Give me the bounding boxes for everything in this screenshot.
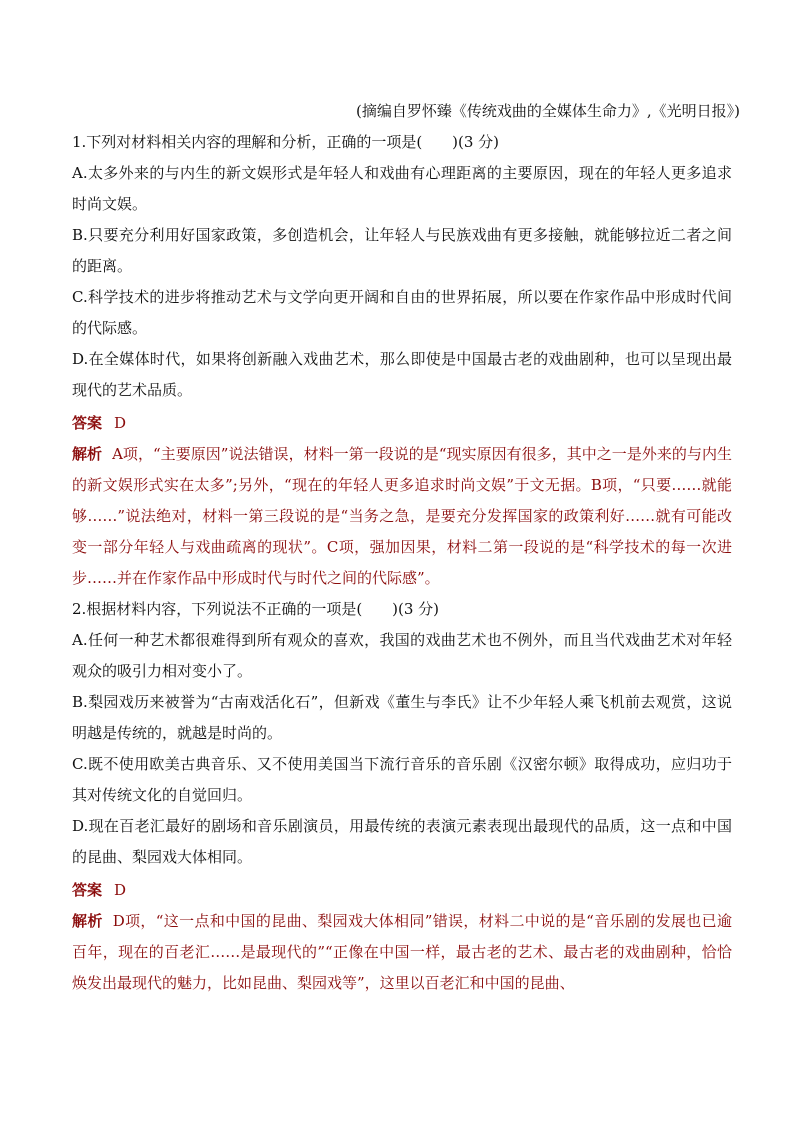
document-page <box>72 96 740 999</box>
question-1-option-c: C.科学技术的进步将推动艺术与文学向更开阔和自由的世界拓展，所以要在作家作品中形成时代间的代际感。 <box>72 288 732 337</box>
question-2-option-d: D.现在百老汇最好的剧场和音乐剧演员，用最传统的表演元素表现出最现代的品质，这一点和中国的昆曲、梨园戏大体相同。 <box>72 817 732 866</box>
question-2-stem: 2.根据材料内容，下列说法不正确的一项是( )(3 分) <box>72 600 440 618</box>
question-1-option-b: B.只要充分利用好国家政策，多创造机会，让年轻人与民族戏曲有更多接触，就能够拉近二者之间的距离。 <box>72 226 732 275</box>
question-1-answer <box>72 408 732 439</box>
question-2-option-c: C.既不使用欧美古典音乐、又不使用美国当下流行音乐的音乐剧《汉密尔顿》取得成功，应归功于其对传统文化的自觉回归。 <box>72 755 732 804</box>
source-citation: (摘编自罗怀臻《传统戏曲的全媒体生命力》,《光明日报》) <box>356 102 740 120</box>
question-1-explanation <box>72 439 732 594</box>
question-2-option-a: A.任何一种艺术都很难得到所有观众的喜欢，我国的戏曲艺术也不例外，而且当代戏曲艺术对年轻观众的吸引力相对变小了。 <box>72 631 732 680</box>
question-2-option-b: B.梨园戏历来被誉为“古南戏活化石”，但新戏《董生与李氏》让不少年轻人乘飞机前去观赏，这说明越是传统的，就越是时尚的。 <box>72 693 732 742</box>
explanation-label: 解析 <box>72 445 103 463</box>
question-2-explanation <box>72 906 732 999</box>
explanation-label: 解析 <box>72 912 103 930</box>
explanation-text: A项，“主要原因”说法错误，材料一第一段说的是“现实原因有很多，其中之一是外来的与内生的新文娱形式实在太多”;另外，“现在的年轻人更多追求时尚文娱”于文无据。B项，“只要……就能够……”说法绝对，材料一第三段说的是“当务之急，是要充分发挥国家的政策利好……就有可能改变一部分年轻人与戏曲疏离的现状”。C项，强加因果，材料二第一段说的是“科学技术的每一次进步……并在作家作品中形成时代与时代之间的代际感”。 <box>72 445 732 587</box>
question-1-stem: 1.下列对材料相关内容的理解和分析，正确的一项是( )(3 分) <box>72 133 500 151</box>
answer-value: D <box>114 414 127 432</box>
answer-label: 答案 <box>72 414 103 432</box>
question-2-answer <box>72 875 732 906</box>
question-1-option-a: A.太多外来的与内生的新文娱形式是年轻人和戏曲有心理距离的主要原因，现在的年轻人更多追求时尚文娱。 <box>72 164 732 213</box>
answer-value: D <box>114 881 127 899</box>
explanation-text: D项，“这一点和中国的昆曲、梨园戏大体相同”错误，材料二中说的是“音乐剧的发展也已逾百年，现在的百老汇……是最现代的”“正像在中国一样，最古老的艺术、最古老的戏曲剧种，恰恰焕发出最现代的魅力，比如昆曲、梨园戏等”，这里以百老汇和中国的昆曲、 <box>72 912 732 992</box>
question-1-option-d: D.在全媒体时代，如果将创新融入戏曲艺术，那么即使是中国最古老的戏曲剧种，也可以呈现出最现代的艺术品质。 <box>72 350 732 399</box>
answer-label: 答案 <box>72 881 103 899</box>
